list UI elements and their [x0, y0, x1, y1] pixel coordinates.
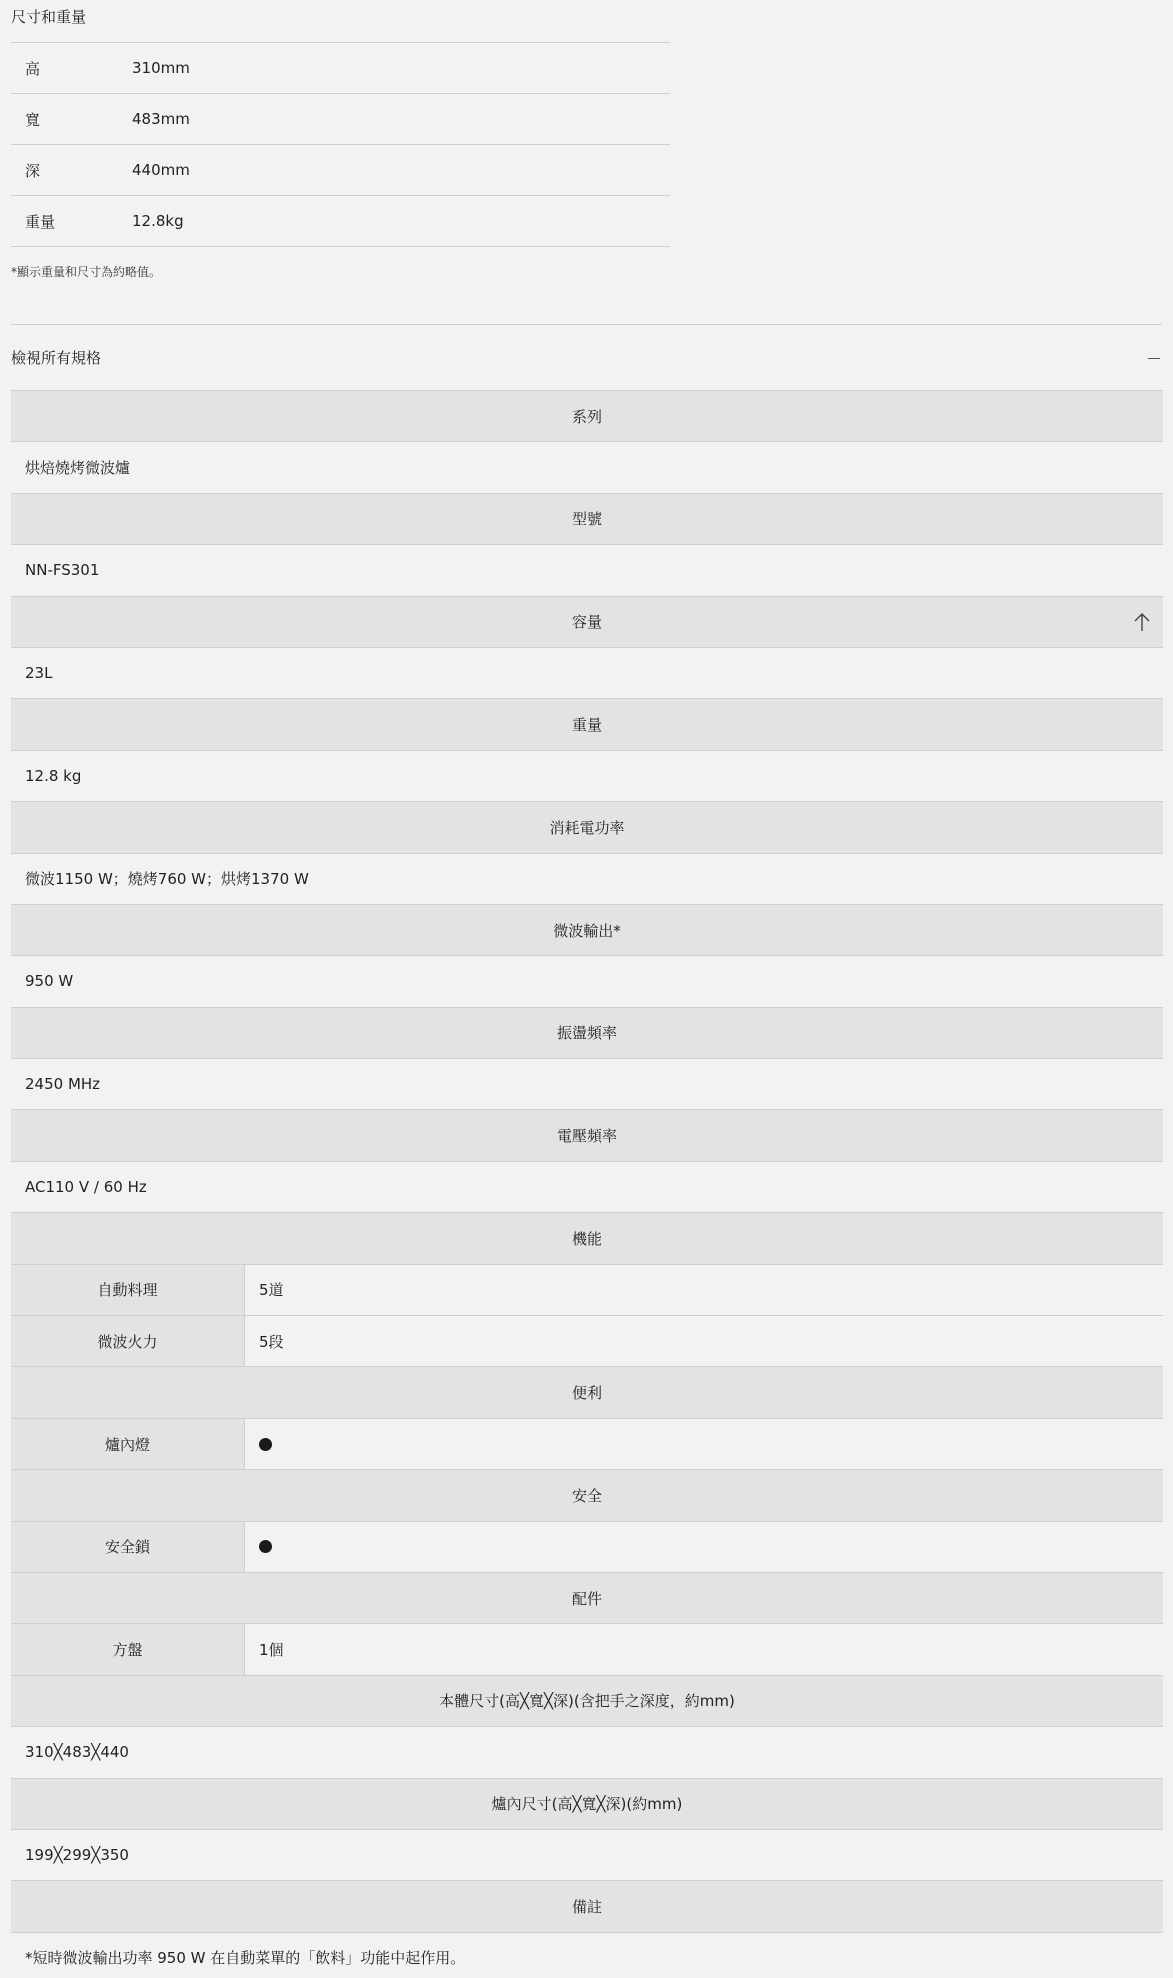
spec-subrow — [11, 1419, 1163, 1470]
spec-sub-label: 方盤 — [11, 1624, 245, 1674]
dimensions-label: 高 — [25, 59, 41, 78]
spec-sub-value: 5段 — [245, 1316, 1163, 1366]
spec-value-remarks: *短時微波輸出功率 950 W 在自動菜單的「飲料」功能中起作用。 — [11, 1933, 1163, 1978]
spec-header-model: 型號 — [11, 494, 1163, 545]
dimensions-table — [11, 42, 670, 247]
spec-header-frequency: 振盪頻率 — [11, 1008, 1163, 1059]
dimensions-label: 寬 — [25, 110, 41, 129]
dimensions-row-width — [11, 94, 670, 145]
spec-subrow — [11, 1522, 1163, 1573]
all-specs-title: 檢視所有規格 — [11, 349, 102, 367]
spec-header-cavity-dims: 爐內尺寸(高╳寬╳深)(約mm) — [11, 1779, 1163, 1830]
spec-sub-label: 自動料理 — [11, 1265, 245, 1315]
spec-value-power: 微波1150 W；燒烤760 W；烘烤1370 W — [11, 854, 1163, 905]
spec-value-voltage: AC110 V / 60 Hz — [11, 1162, 1163, 1213]
dimensions-title: 尺寸和重量 — [11, 8, 87, 26]
spec-value-cavity-dims: 199╳299╳350 — [11, 1830, 1163, 1881]
spec-sub-label: 安全鎖 — [11, 1522, 245, 1572]
spec-header-function: 機能 — [11, 1213, 1163, 1264]
dimensions-label: 重量 — [25, 212, 56, 231]
spec-subrow — [11, 1265, 1163, 1316]
spec-header-convenience: 便利 — [11, 1367, 1163, 1418]
spec-header-remarks: 備註 — [11, 1881, 1163, 1932]
dimensions-value: 483mm — [132, 110, 190, 128]
dimensions-row-depth — [11, 145, 670, 196]
spec-header-voltage: 電壓頻率 — [11, 1110, 1163, 1161]
dimensions-row-height — [11, 43, 670, 94]
spec-header-accessory: 配件 — [11, 1573, 1163, 1624]
spec-header-capacity — [11, 597, 1163, 648]
spec-value-capacity: 23L — [11, 648, 1163, 699]
spec-header-weight: 重量 — [11, 699, 1163, 750]
spec-table — [11, 390, 1163, 1978]
spec-header-series: 系列 — [11, 391, 1163, 442]
spec-subrow — [11, 1316, 1163, 1367]
spec-header-safety: 安全 — [11, 1470, 1163, 1521]
spec-sub-value: 5道 — [245, 1265, 1163, 1315]
spec-sub-label: 微波火力 — [11, 1316, 245, 1366]
minus-icon[interactable] — [1148, 352, 1160, 364]
spec-header-microwave-output: 微波輸出* — [11, 905, 1163, 956]
dimensions-value: 12.8kg — [132, 212, 184, 230]
spec-sub-value — [245, 1419, 1163, 1469]
spec-header-body-dims: 本體尺寸(高╳寬╳深)(含把手之深度，約mm) — [11, 1676, 1163, 1727]
spec-value-series: 烘焙燒烤微波爐 — [11, 442, 1163, 493]
spec-value-frequency: 2450 MHz — [11, 1059, 1163, 1110]
dimensions-note: *顯示重量和尺寸為約略值。 — [11, 265, 162, 279]
spec-sub-value: 1個 — [245, 1624, 1163, 1674]
spec-value-body-dims: 310╳483╳440 — [11, 1727, 1163, 1778]
dimensions-label: 深 — [25, 161, 41, 180]
spec-header-capacity-label: 容量 — [571, 613, 602, 632]
spec-subrow — [11, 1624, 1163, 1675]
spec-sub-label: 爐內燈 — [11, 1419, 245, 1469]
spec-sub-value — [245, 1522, 1163, 1572]
spec-value-weight: 12.8 kg — [11, 751, 1163, 802]
arrow-up-icon[interactable] — [1132, 611, 1152, 633]
filled-dot-icon — [259, 1438, 272, 1451]
spec-value-model: NN-FS301 — [11, 545, 1163, 596]
dimensions-value: 440mm — [132, 161, 190, 179]
spec-header-power: 消耗電功率 — [11, 802, 1163, 853]
spec-value-microwave-output: 950 W — [11, 956, 1163, 1007]
all-specs-toggle[interactable] — [11, 325, 1162, 390]
filled-dot-icon — [259, 1540, 272, 1553]
dimensions-value: 310mm — [132, 59, 190, 77]
dimensions-row-weight — [11, 196, 670, 247]
